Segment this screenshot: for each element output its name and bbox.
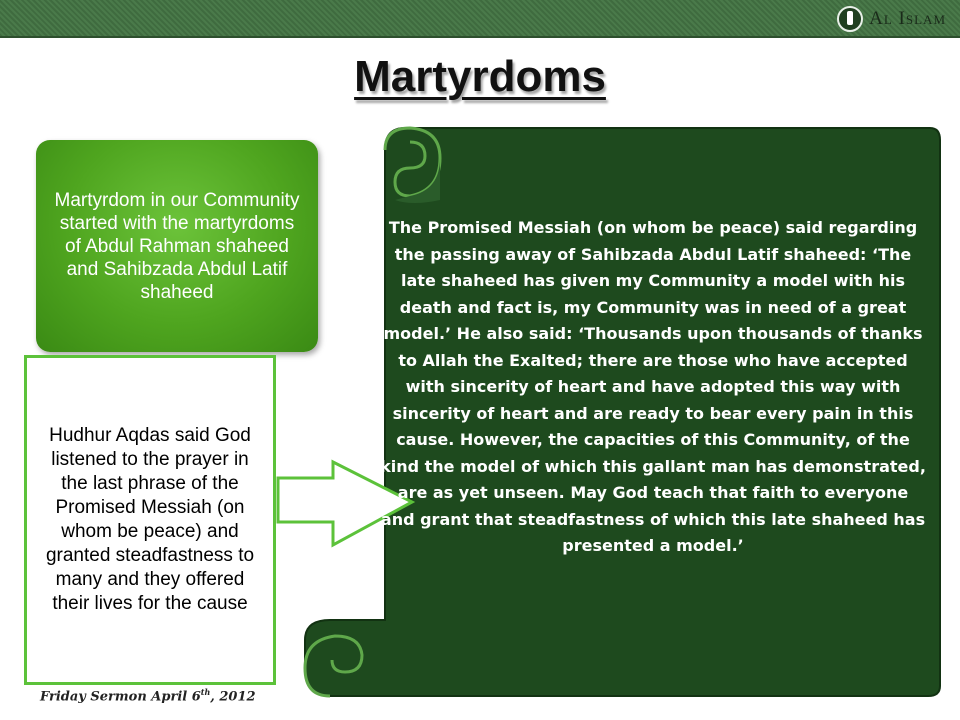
logo-text: Al Islam xyxy=(869,8,946,29)
footer-text-sup: th xyxy=(200,687,211,697)
footer-text-main: Friday Sermon April 6 xyxy=(40,689,201,705)
hudhur-statement-box xyxy=(24,355,276,685)
hudhur-statement-text: Hudhur Aqdas said God listened to the prayer in the last phrase of the Promised Messiah (on whom be peace) and granted steadfastness to many and they offered their lives for the cause xyxy=(45,425,255,614)
footer-text-tail: , 2012 xyxy=(210,689,256,705)
martyrdom-summary-text: Martyrdom in our Community started with the martyrdoms of Abdul Rahman shaheed and Sahibzada Abdul Latif shaheed xyxy=(54,189,300,303)
martyrdom-summary-box xyxy=(36,140,318,352)
slide-title-text: Martyrdoms xyxy=(354,52,606,101)
footer-date xyxy=(40,687,256,704)
promised-messiah-quote: The Promised Messiah (on whom be peace) said regarding the passing away of Sahibzada Abdul Latif shaheed: ‘The late shaheed has given my Community a model with his death and fact is, my Community was in need of a great model.’ He also said: ‘Thousands upon thousands of thanks to Allah the Exalted; there are those who have accepted with sincerity of heart and have adopted this way with sincerity of heart and are ready to bear every pain in this cause. However, the capacities of this Community, of the kind the model of which this gallant man has demonstrated, are as yet unseen. May God teach that faith to everyone and grant that steadfastness of which this late shaheed has presented a model.’ xyxy=(380,218,926,555)
